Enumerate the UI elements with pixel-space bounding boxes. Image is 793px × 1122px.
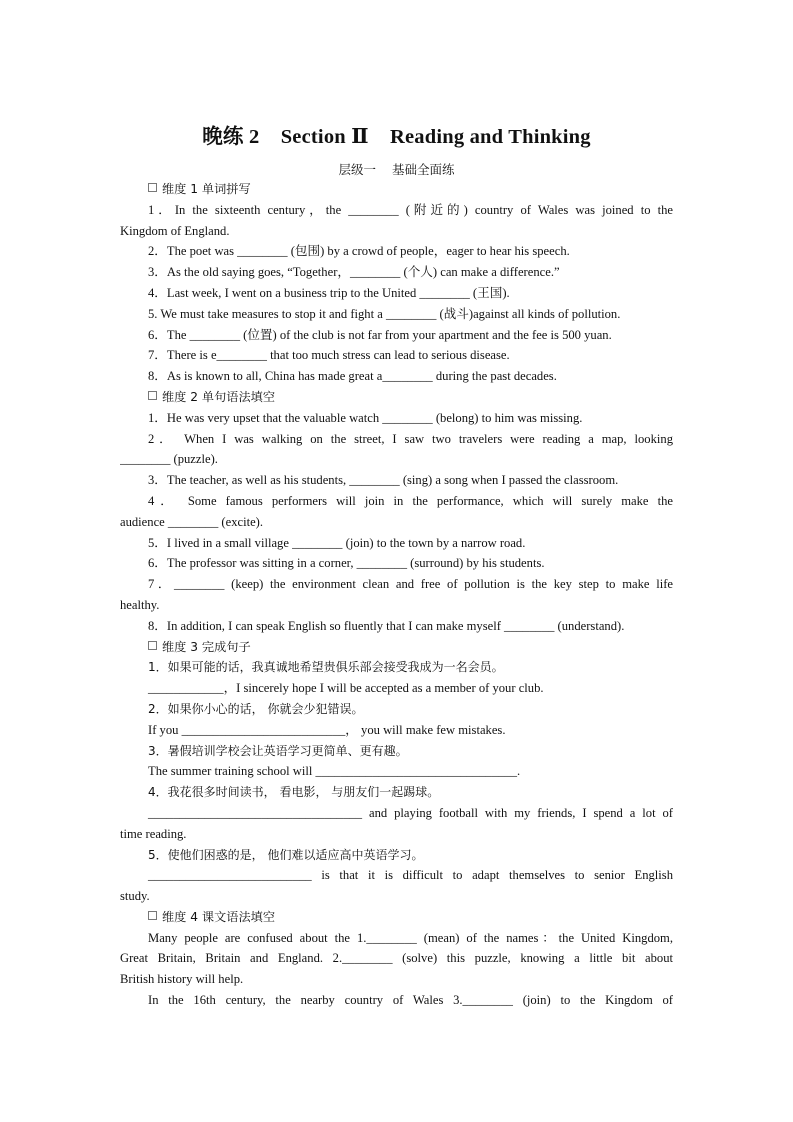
checkbox-icon (148, 911, 157, 920)
exercise-line: 8．As is known to all, China has made great a________ during the past decades. (148, 369, 557, 384)
exercise-line: __________________________________ and playing football with my friends, I spend a lot of (148, 805, 673, 820)
page-title: 晚练 2 Section Ⅱ Reading and Thinking (202, 126, 591, 148)
exercise-line: 1．In the sixteenth century，the ________ (附近的) country of Wales was joined to the (148, 202, 673, 217)
exercise-line: __________________________ is that it is difficult to adapt themselves to senior English (148, 868, 673, 883)
exercise-line: 3．The teacher, as well as his students, ________ (sing) a song when I passed the classroom. (148, 473, 619, 488)
exercise-line: British history will help. (120, 972, 244, 987)
exercise-line: 6．The professor was sitting in a corner, ________ (surround) by his students. (148, 556, 545, 571)
exercise-line: 4．我花很多时间读书， 看电影， 与朋友们一起踢球。 (148, 785, 440, 800)
section-heading: 维度 1 单词拼写 (120, 179, 673, 200)
section-heading: 维度 2 单句语法填空 (120, 387, 673, 408)
exercise-line: time reading. (120, 826, 187, 841)
exercise-line: study. (120, 889, 150, 904)
section-heading: 维度 4 课文语法填空 (120, 907, 673, 928)
exercise-line: Kingdom of England. (120, 223, 230, 238)
checkbox-icon (148, 391, 157, 400)
exercise-line: 2．如果你小心的话， 你就会少犯错误。 (148, 701, 364, 716)
exercise-line: In the 16th century, the nearby country of Wales 3.________ (join) to the Kingdom of (148, 993, 673, 1008)
exercise-line: 5．I lived in a small village ________ (join) to the town by a narrow road. (148, 535, 526, 550)
checkbox-icon (148, 641, 157, 650)
exercise-line: 5．使他们困惑的是， 他们难以适应高中英语学习。 (148, 847, 424, 862)
exercise-line: 6．The ________ (位置) of the club is not far from your apartment and the fee is 500 yuan. (148, 327, 612, 342)
exercise-line: ________ (puzzle). (120, 452, 218, 467)
exercise-line: If you __________________________， you will make few mistakes. (148, 722, 506, 737)
exercise-line: 3．As the old saying goes, “Together，________ (个人) can make a difference.” (148, 265, 560, 280)
exercise-line: Many people are confused about the 1.________ (mean) of the names：the United Kingdom, (148, 930, 673, 945)
level-subtitle: 层级一 基础全面练 (338, 162, 455, 177)
exercise-line: Great Britain, Britain and England. 2.________ (solve) this puzzle, knowing a little bit about (120, 951, 673, 966)
exercise-line: 2．The poet was ________ (包围) by a crowd of people，eager to hear his speech. (148, 244, 570, 259)
checkbox-icon (148, 183, 157, 192)
exercise-line: 7．________ (keep) the environment clean and free of pollution is the key step to make life (148, 577, 673, 592)
exercise-line: 1．He was very upset that the valuable watch ________ (belong) to him was missing. (148, 410, 583, 425)
exercise-line: 4．Last week, I went on a business trip to the United ________ (王国). (148, 285, 510, 300)
exercise-line: 4． Some famous performers will join in the performance, which will surely make the (148, 493, 673, 508)
exercise-line: 2． When I was walking on the street, I saw two travelers were reading a map, looking (148, 431, 673, 446)
exercise-line: 8．In addition, I can speak English so fluently that I can make myself ________ (understand). (148, 618, 625, 633)
exercise-line: ____________，I sincerely hope I will be accepted as a member of your club. (148, 681, 544, 696)
exercise-line: 1．如果可能的话，我真诚地希望贵俱乐部会接受我成为一名会员。 (148, 660, 504, 675)
exercise-line: The summer training school will ________________________________. (148, 764, 521, 779)
exercise-line: 5. We must take measures to stop it and fight a ________ (战斗)against all kinds of pollution. (148, 306, 621, 321)
exercise-line: healthy. (120, 597, 160, 612)
exercise-line: audience ________ (excite). (120, 514, 264, 529)
section-heading: 维度 3 完成句子 (120, 637, 673, 658)
exercise-line: 7．There is e________ that too much stress can lead to serious disease. (148, 348, 510, 363)
exercise-content (120, 179, 673, 1011)
exercise-line: 3．暑假培训学校会让英语学习更简单、更有趣。 (148, 743, 408, 758)
